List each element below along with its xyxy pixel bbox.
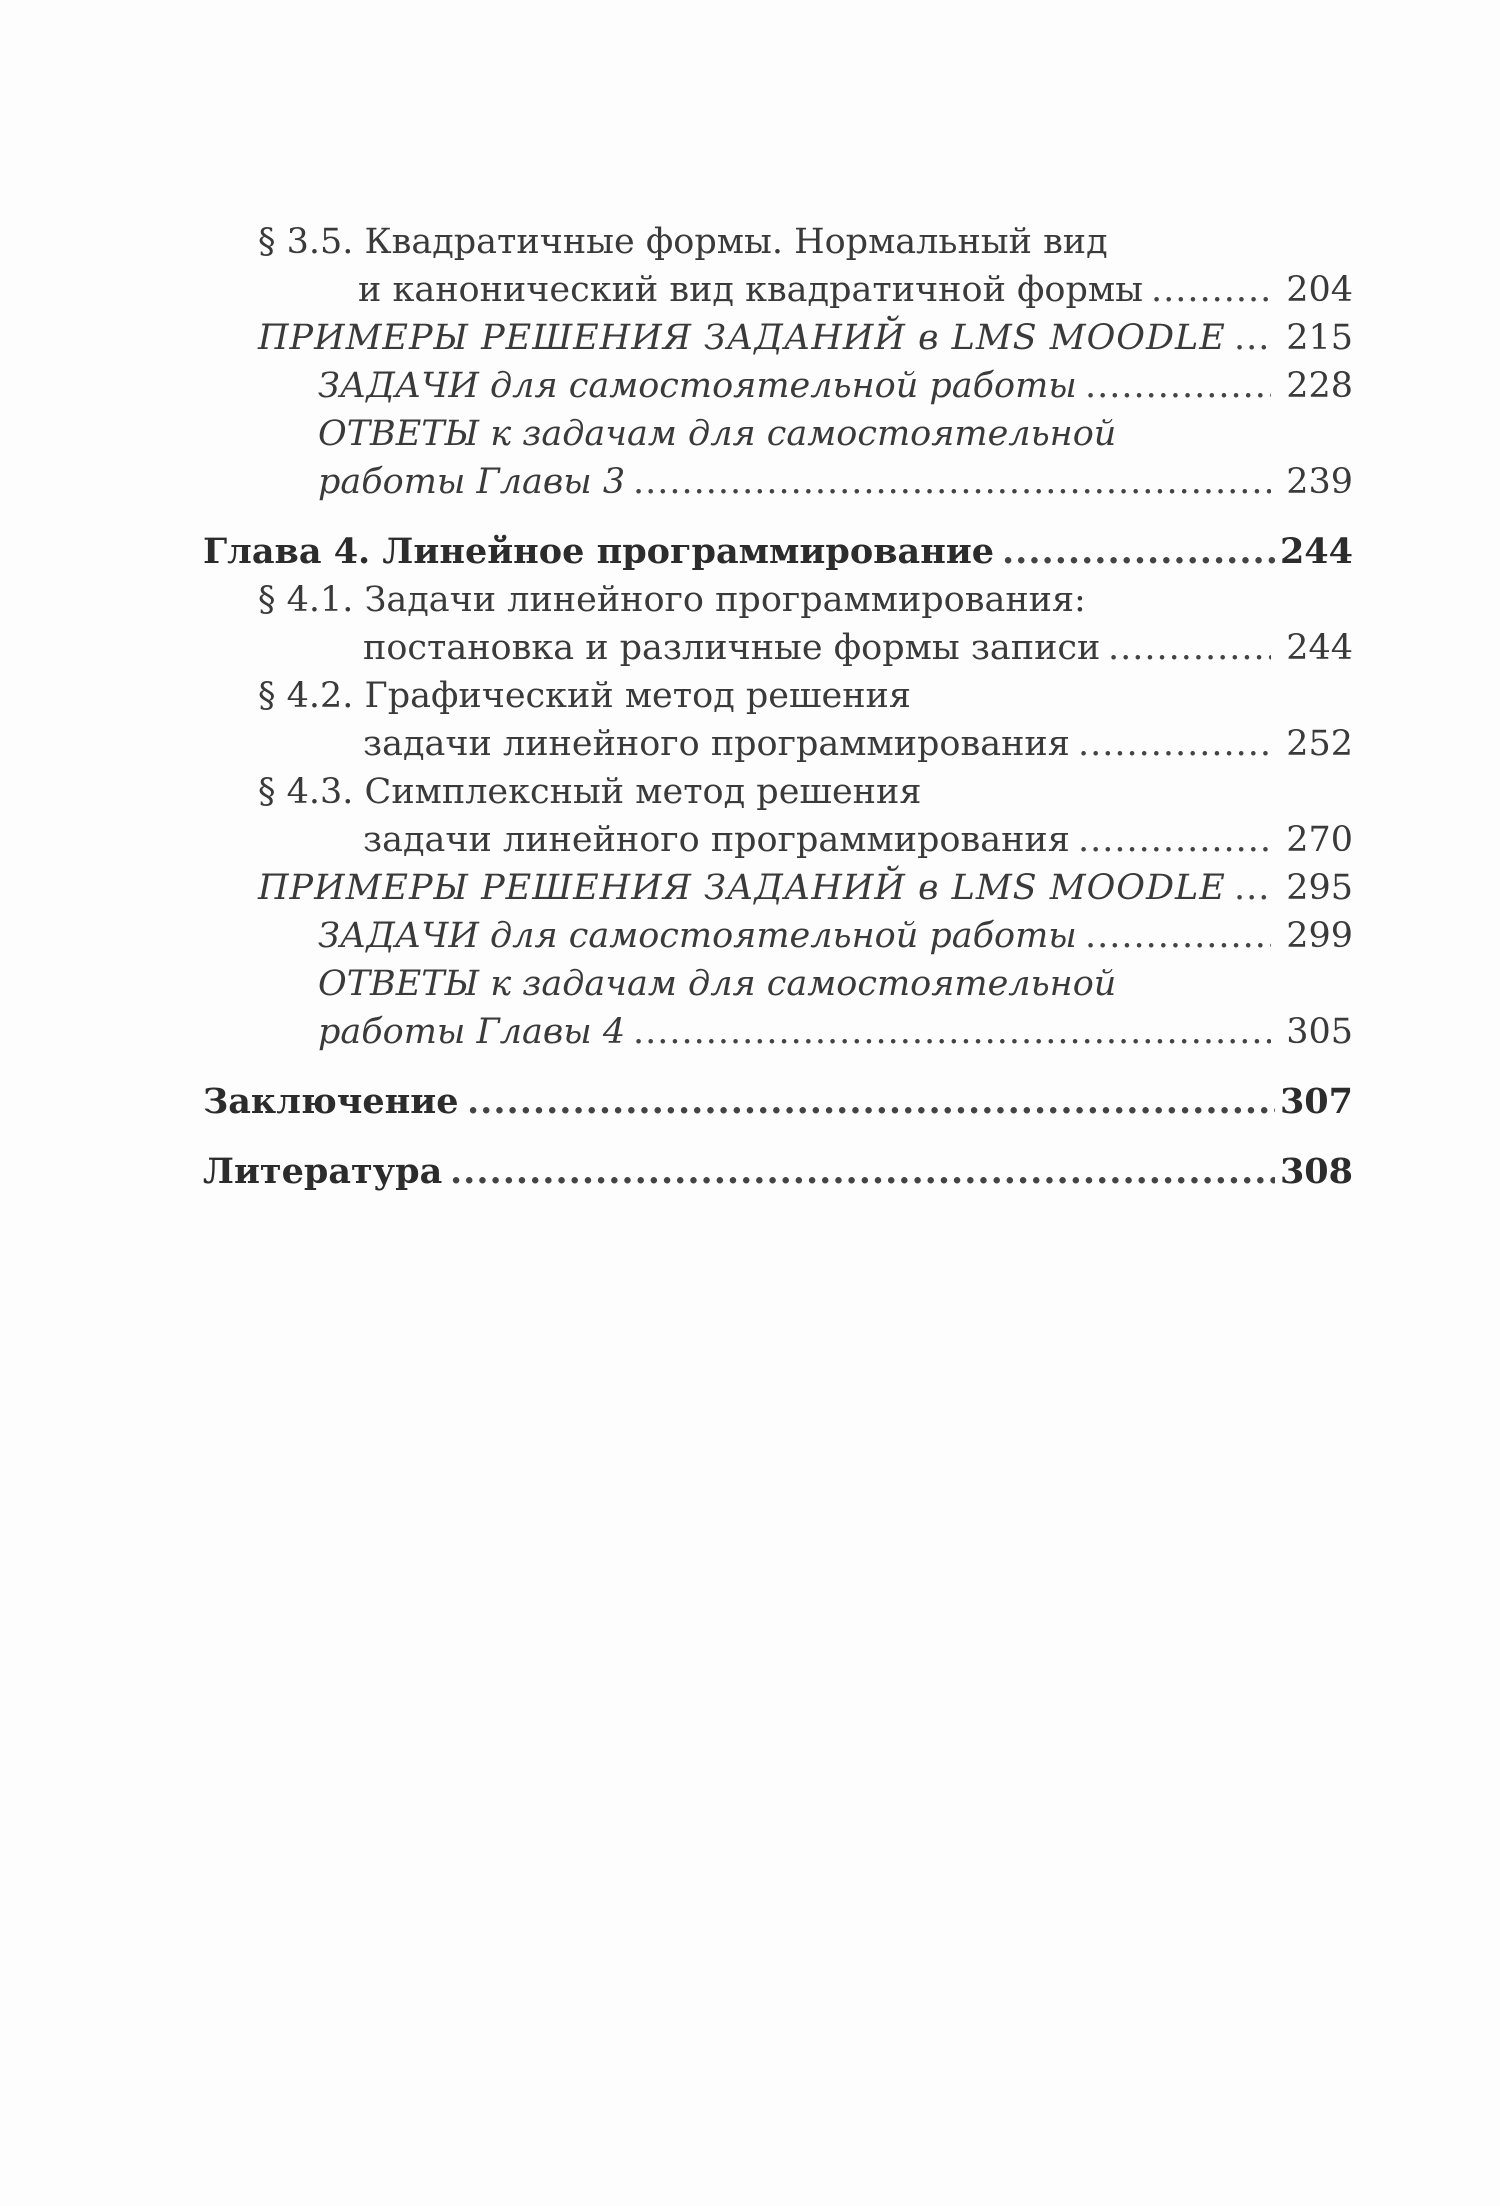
toc-entry-4-2-line2[interactable] [203,720,1353,768]
toc-entry-text: задачи линейного программирования [363,820,1070,860]
dot-leader [467,1078,1275,1126]
toc-page-number: 308 [1279,1151,1353,1192]
toc-entry-text: постановка и различные формы записи [363,628,1101,668]
toc-page-number: 244 [1279,531,1353,572]
toc-entry-answers-ch4-line2[interactable] [203,1008,1353,1056]
dot-leader [1002,528,1275,576]
toc-entry-text: Глава 4. Линейное программирование [203,531,995,572]
toc-page-number: 295 [1286,868,1353,908]
dot-leader [450,1148,1275,1196]
dot-leader [1108,624,1271,672]
toc-entry-4-3-line2[interactable] [203,816,1353,864]
toc-chapter-4[interactable] [203,528,1353,576]
dot-leader [633,458,1271,506]
toc-entry-text: работы Главы 4 [318,1012,626,1052]
dot-leader [1085,362,1271,410]
toc-page-number: 228 [1286,366,1353,406]
toc-entry-text: задачи линейного программирования [363,724,1070,764]
toc-entry-text: ПРИМЕРЫ РЕШЕНИЯ ЗАДАНИЙ в LMS MOODLE [258,318,1226,358]
toc-entry-tasks-ch4[interactable] [203,912,1353,960]
toc-entry-text: ПРИМЕРЫ РЕШЕНИЯ ЗАДАНИЙ в LMS MOODLE [258,868,1226,908]
toc-entry-text: и канонический вид квадратичной формы [358,270,1143,310]
dot-leader [1078,720,1271,768]
toc-entry-text: ОТВЕТЫ к задачам для самостоятельной [318,414,1117,454]
toc-references[interactable] [203,1148,1353,1196]
dot-leader [633,1008,1271,1056]
dot-leader [1078,816,1271,864]
toc-entry-text: § 4.3. Симплексный метод решения [258,772,922,812]
toc-entry-text: ОТВЕТЫ к задачам для самостоятельной [318,964,1117,1004]
toc-page-number: 204 [1286,270,1353,310]
toc-entry-text: § 4.1. Задачи линейного программирования: [258,580,1086,620]
toc-entry-tasks-ch3[interactable] [203,362,1353,410]
toc-entry-4-1-line1[interactable] [203,576,1353,624]
toc-page-number: 307 [1279,1081,1353,1122]
toc-entry-4-2-line1[interactable] [203,672,1353,720]
toc-entry-text: ЗАДАЧИ для самостоятельной работы [318,366,1077,406]
table-of-contents [203,218,1353,1196]
toc-entry-text: § 4.2. Графический метод решения [258,676,911,716]
toc-entry-answers-ch3-line1[interactable] [203,410,1353,458]
toc-entry-3-5-line1[interactable] [203,218,1353,266]
dot-leader [1085,912,1271,960]
toc-entry-3-5-line2[interactable] [203,266,1353,314]
toc-entry-text: Литература [203,1151,443,1192]
toc-page-number: 305 [1286,1012,1353,1052]
toc-page-number: 299 [1286,916,1353,956]
toc-page-number: 239 [1286,462,1353,502]
toc-page-number: 270 [1286,820,1353,860]
toc-conclusion[interactable] [203,1078,1353,1126]
toc-entry-text: ЗАДАЧИ для самостоятельной работы [318,916,1077,956]
toc-entry-answers-ch4-line1[interactable] [203,960,1353,1008]
toc-entry-4-3-line1[interactable] [203,768,1353,816]
toc-entry-text: § 3.5. Квадратичные формы. Нормальный вид [258,222,1108,262]
toc-entry-text: Заключение [203,1081,459,1122]
toc-entry-answers-ch3-line2[interactable] [203,458,1353,506]
toc-entry-text: работы Главы 3 [318,462,626,502]
toc-page-number: 215 [1286,318,1353,358]
toc-entry-examples-ch3[interactable] [203,314,1353,362]
dot-leader [1234,864,1271,912]
dot-leader [1151,266,1271,314]
toc-entry-4-1-line2[interactable] [203,624,1353,672]
toc-page-number: 252 [1286,724,1353,764]
toc-page-number: 244 [1286,628,1353,668]
toc-entry-examples-ch4[interactable] [203,864,1353,912]
dot-leader [1234,314,1271,362]
